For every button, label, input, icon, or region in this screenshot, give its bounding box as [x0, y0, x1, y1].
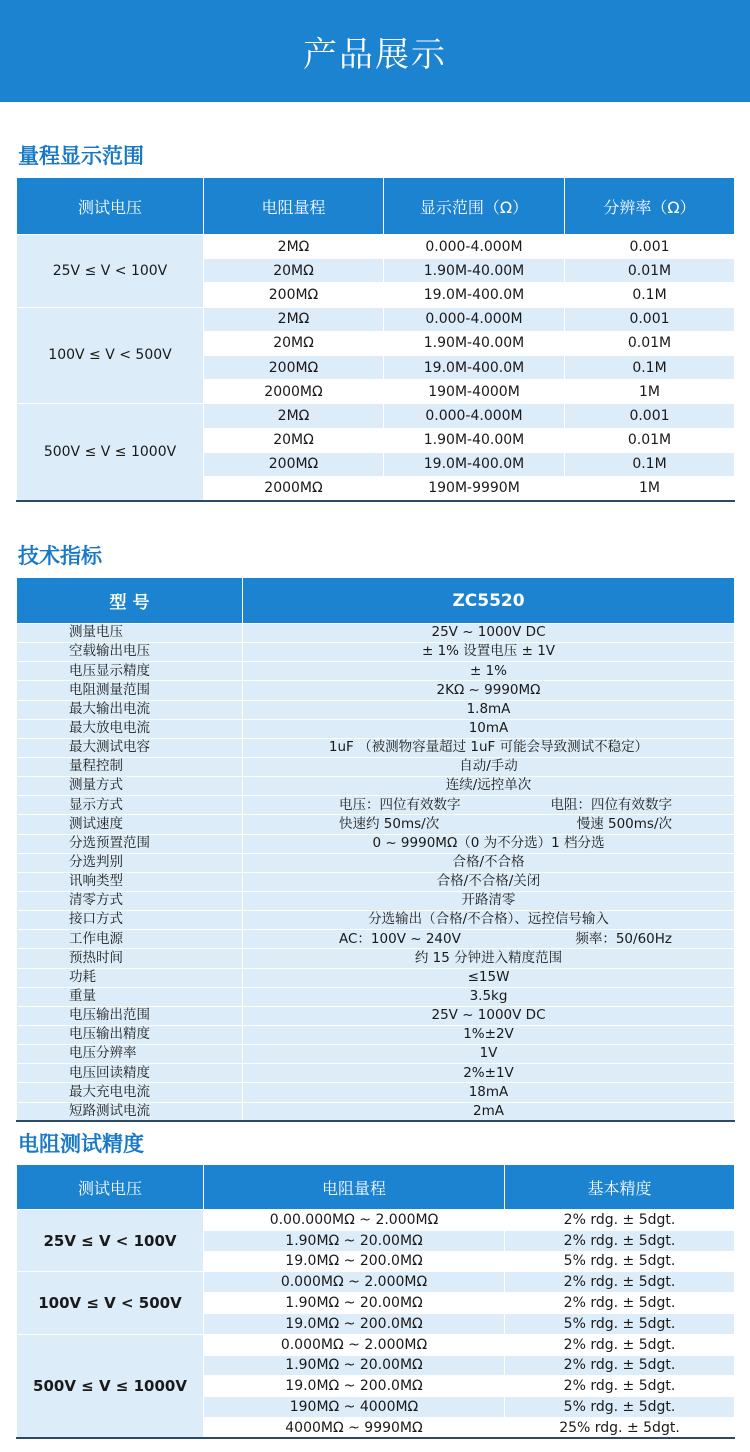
header-banner: [0, 0, 750, 102]
cell-resolution: 0.001: [565, 404, 735, 428]
spec-value-part: 频率：50/60Hz: [575, 930, 672, 947]
cell-resolution: 0.1M: [565, 283, 735, 307]
cell-basic-accuracy: 2% rdg. ± 5dgt.: [505, 1293, 735, 1314]
cell-display-range: 0.000-4.000M: [384, 235, 565, 259]
cell-resistance-range: 200MΩ: [204, 452, 384, 476]
spec-row: [17, 1064, 735, 1083]
table-row: [17, 1334, 735, 1355]
cell-resistance-range: 0.000MΩ ~ 2.000MΩ: [204, 1334, 505, 1355]
spec-label: 显示方式: [17, 796, 243, 815]
spec-label: 测量电压: [17, 624, 243, 643]
spec-value: 连续/远控单次: [243, 777, 735, 796]
header-resistance-range: 电阻量程: [204, 178, 384, 235]
header-test-voltage: 测试电压: [17, 178, 204, 235]
header-basic-accuracy: 基本精度: [505, 1165, 735, 1210]
table-row: [17, 307, 735, 331]
spec-row: [17, 662, 735, 681]
cell-resistance-range: 19.0MΩ ~ 200.0MΩ: [204, 1313, 505, 1334]
spec-label: 功耗: [17, 968, 243, 987]
spec-label: 最大测试电容: [17, 738, 243, 757]
cell-display-range: 1.90M-40.00M: [384, 428, 565, 452]
spec-label: 电压显示精度: [17, 662, 243, 681]
cell-resolution: 1M: [565, 476, 735, 500]
voltage-group-label: 500V ≤ V ≤ 1000V: [17, 1334, 204, 1438]
spec-label: 最大充电电流: [17, 1083, 243, 1102]
spec-value: 合格/不合格/关闭: [243, 872, 735, 891]
cell-display-range: 19.0M-400.0M: [384, 452, 565, 476]
spec-value: 25V ~ 1000V DC: [243, 1006, 735, 1025]
spec-row: [17, 719, 735, 738]
cell-resistance-range: 19.0MΩ ~ 200.0MΩ: [204, 1376, 505, 1397]
spec-row: [17, 1025, 735, 1044]
spec-row: [17, 777, 735, 796]
cell-resistance-range: 2MΩ: [204, 307, 384, 331]
cell-resolution: 0.01M: [565, 259, 735, 283]
cell-display-range: 0.000-4.000M: [384, 307, 565, 331]
spec-value: 2%±1V: [243, 1064, 735, 1083]
cell-resistance-range: 200MΩ: [204, 283, 384, 307]
section-title-spec: 技术指标: [18, 544, 102, 568]
header-model: 型 号: [17, 578, 243, 624]
spec-value-part: 慢速 500ms/次: [576, 815, 672, 832]
header-test-voltage: 测试电压: [17, 1165, 204, 1210]
spec-value-part: AC：100V ~ 240V: [339, 930, 461, 947]
spec-label: 测量方式: [17, 777, 243, 796]
cell-resolution: 0.1M: [565, 452, 735, 476]
cell-resistance-range: 190MΩ ~ 4000MΩ: [204, 1397, 505, 1418]
header-resolution: 分辨率（Ω）: [565, 178, 735, 235]
range-display-table: [16, 177, 735, 502]
cell-resistance-range: 1.90MΩ ~ 20.00MΩ: [204, 1355, 505, 1376]
cell-display-range: 1.90M-40.00M: [384, 331, 565, 355]
table-row: [17, 404, 735, 428]
cell-basic-accuracy: 5% rdg. ± 5dgt.: [505, 1313, 735, 1334]
spec-value: 18mA: [243, 1083, 735, 1102]
cell-basic-accuracy: 2% rdg. ± 5dgt.: [505, 1376, 735, 1397]
spec-row: [17, 815, 735, 834]
spec-label: 电压分辨率: [17, 1045, 243, 1064]
cell-resistance-range: 19.0MΩ ~ 200.0MΩ: [204, 1251, 505, 1272]
accuracy-table: [16, 1164, 735, 1439]
spec-label: 重量: [17, 987, 243, 1006]
cell-resolution: 0.01M: [565, 428, 735, 452]
spec-value: 分选输出（合格/不合格）、远控信号输入: [243, 911, 735, 930]
spec-label: 工作电源: [17, 930, 243, 949]
spec-value: 自动/手动: [243, 757, 735, 776]
cell-resistance-range: 4000MΩ ~ 9990MΩ: [204, 1417, 505, 1438]
table-row: [17, 235, 735, 259]
cell-basic-accuracy: 5% rdg. ± 5dgt.: [505, 1251, 735, 1272]
spec-row: [17, 624, 735, 643]
cell-basic-accuracy: 2% rdg. ± 5dgt.: [505, 1210, 735, 1231]
spec-label: 分选预置范围: [17, 834, 243, 853]
spec-table: [16, 577, 735, 1122]
spec-value-part: 快速约 50ms/次: [339, 815, 440, 832]
cell-resistance-range: 2MΩ: [204, 235, 384, 259]
cell-resolution: 0.1M: [565, 355, 735, 379]
spec-label: 电压回读精度: [17, 1064, 243, 1083]
cell-display-range: 190M-9990M: [384, 476, 565, 500]
header-display-range: 显示范围（Ω）: [384, 178, 565, 235]
spec-row: [17, 796, 735, 815]
spec-value: 1uF （被测物容量超过 1uF 可能会导致测试不稳定）: [243, 738, 735, 757]
spec-value-pair: [243, 796, 734, 813]
table-row: [17, 1210, 735, 1231]
section-title-range: 量程显示范围: [18, 144, 144, 168]
spec-row: [17, 911, 735, 930]
cell-display-range: 19.0M-400.0M: [384, 283, 565, 307]
spec-row: [17, 891, 735, 910]
spec-value: 2KΩ ~ 9990MΩ: [243, 681, 735, 700]
header-model-name: ZC5520: [243, 578, 735, 624]
spec-value: 0 ~ 9990MΩ（0 为不分选）1 档分选: [243, 834, 735, 853]
spec-label: 量程控制: [17, 757, 243, 776]
cell-basic-accuracy: 2% rdg. ± 5dgt.: [505, 1334, 735, 1355]
spec-value: 2mA: [243, 1102, 735, 1121]
spec-value: [243, 796, 735, 815]
spec-value: ± 1%: [243, 662, 735, 681]
spec-row: [17, 700, 735, 719]
cell-display-range: 1.90M-40.00M: [384, 259, 565, 283]
spec-label: 分选判别: [17, 853, 243, 872]
spec-row: [17, 834, 735, 853]
voltage-group-label: 100V ≤ V < 500V: [17, 1272, 204, 1334]
spec-value-part: 电压：四位有效数字: [339, 796, 461, 813]
spec-value: 25V ~ 1000V DC: [243, 624, 735, 643]
cell-basic-accuracy: 2% rdg. ± 5dgt.: [505, 1272, 735, 1293]
spec-value-pair: [243, 815, 734, 832]
spec-label: 讯响类型: [17, 872, 243, 891]
spec-value: 10mA: [243, 719, 735, 738]
spec-label: 电压输出精度: [17, 1025, 243, 1044]
spec-label: 接口方式: [17, 911, 243, 930]
cell-resolution: 0.001: [565, 235, 735, 259]
cell-display-range: 190M-4000M: [384, 380, 565, 404]
cell-resolution: 0.01M: [565, 331, 735, 355]
spec-row: [17, 930, 735, 949]
spec-row: [17, 1006, 735, 1025]
spec-label: 最大放电电流: [17, 719, 243, 738]
spec-row: [17, 872, 735, 891]
spec-label: 测试速度: [17, 815, 243, 834]
cell-resolution: 0.001: [565, 307, 735, 331]
page-title: 产品展示: [303, 34, 447, 75]
spec-label: 最大输出电流: [17, 700, 243, 719]
spec-value: 约 15 分钟进入精度范围: [243, 949, 735, 968]
voltage-group-label: 25V ≤ V < 100V: [17, 235, 204, 308]
cell-resistance-range: 2MΩ: [204, 404, 384, 428]
spec-row: [17, 757, 735, 776]
cell-resolution: 1M: [565, 380, 735, 404]
spec-label: 空载输出电压: [17, 643, 243, 662]
voltage-group-label: 100V ≤ V < 500V: [17, 307, 204, 404]
spec-row: [17, 987, 735, 1006]
spec-row: [17, 853, 735, 872]
spec-value-part: 电阻：四位有效数字: [550, 796, 672, 813]
spec-value-pair: [243, 930, 734, 947]
spec-row: [17, 1045, 735, 1064]
cell-basic-accuracy: 2% rdg. ± 5dgt.: [505, 1355, 735, 1376]
cell-basic-accuracy: 5% rdg. ± 5dgt.: [505, 1397, 735, 1418]
cell-resistance-range: 0.00.000MΩ ~ 2.000MΩ: [204, 1210, 505, 1231]
spec-value: 开路清零: [243, 891, 735, 910]
spec-row: [17, 968, 735, 987]
cell-resistance-range: 2000MΩ: [204, 380, 384, 404]
spec-row: [17, 949, 735, 968]
header-resistance-range: 电阻量程: [204, 1165, 505, 1210]
table-row: [17, 1272, 735, 1293]
voltage-group-label: 25V ≤ V < 100V: [17, 1210, 204, 1272]
spec-value: 1.8mA: [243, 700, 735, 719]
section-title-accuracy: 电阻测试精度: [18, 1132, 144, 1156]
spec-value: 1%±2V: [243, 1025, 735, 1044]
spec-label: 预热时间: [17, 949, 243, 968]
spec-label: 清零方式: [17, 891, 243, 910]
cell-resistance-range: 20MΩ: [204, 259, 384, 283]
cell-basic-accuracy: 2% rdg. ± 5dgt.: [505, 1230, 735, 1251]
spec-label: 电阻测量范围: [17, 681, 243, 700]
cell-resistance-range: 0.000MΩ ~ 2.000MΩ: [204, 1272, 505, 1293]
cell-display-range: 19.0M-400.0M: [384, 355, 565, 379]
cell-display-range: 0.000-4.000M: [384, 404, 565, 428]
spec-value: 3.5kg: [243, 987, 735, 1006]
spec-value: ≤15W: [243, 968, 735, 987]
spec-label: 电压输出范围: [17, 1006, 243, 1025]
spec-row: [17, 1102, 735, 1121]
spec-value: ± 1% 设置电压 ± 1V: [243, 643, 735, 662]
cell-resistance-range: 200MΩ: [204, 355, 384, 379]
spec-value: [243, 930, 735, 949]
cell-resistance-range: 1.90MΩ ~ 20.00MΩ: [204, 1230, 505, 1251]
spec-value: 合格/不合格: [243, 853, 735, 872]
spec-label: 短路测试电流: [17, 1102, 243, 1121]
cell-resistance-range: 2000MΩ: [204, 476, 384, 500]
cell-resistance-range: 1.90MΩ ~ 20.00MΩ: [204, 1293, 505, 1314]
cell-resistance-range: 20MΩ: [204, 428, 384, 452]
spec-row: [17, 1083, 735, 1102]
spec-value: [243, 815, 735, 834]
cell-basic-accuracy: 25% rdg. ± 5dgt.: [505, 1417, 735, 1438]
spec-row: [17, 681, 735, 700]
spec-value: 1V: [243, 1045, 735, 1064]
voltage-group-label: 500V ≤ V ≤ 1000V: [17, 404, 204, 501]
cell-resistance-range: 20MΩ: [204, 331, 384, 355]
spec-row: [17, 643, 735, 662]
spec-row: [17, 738, 735, 757]
